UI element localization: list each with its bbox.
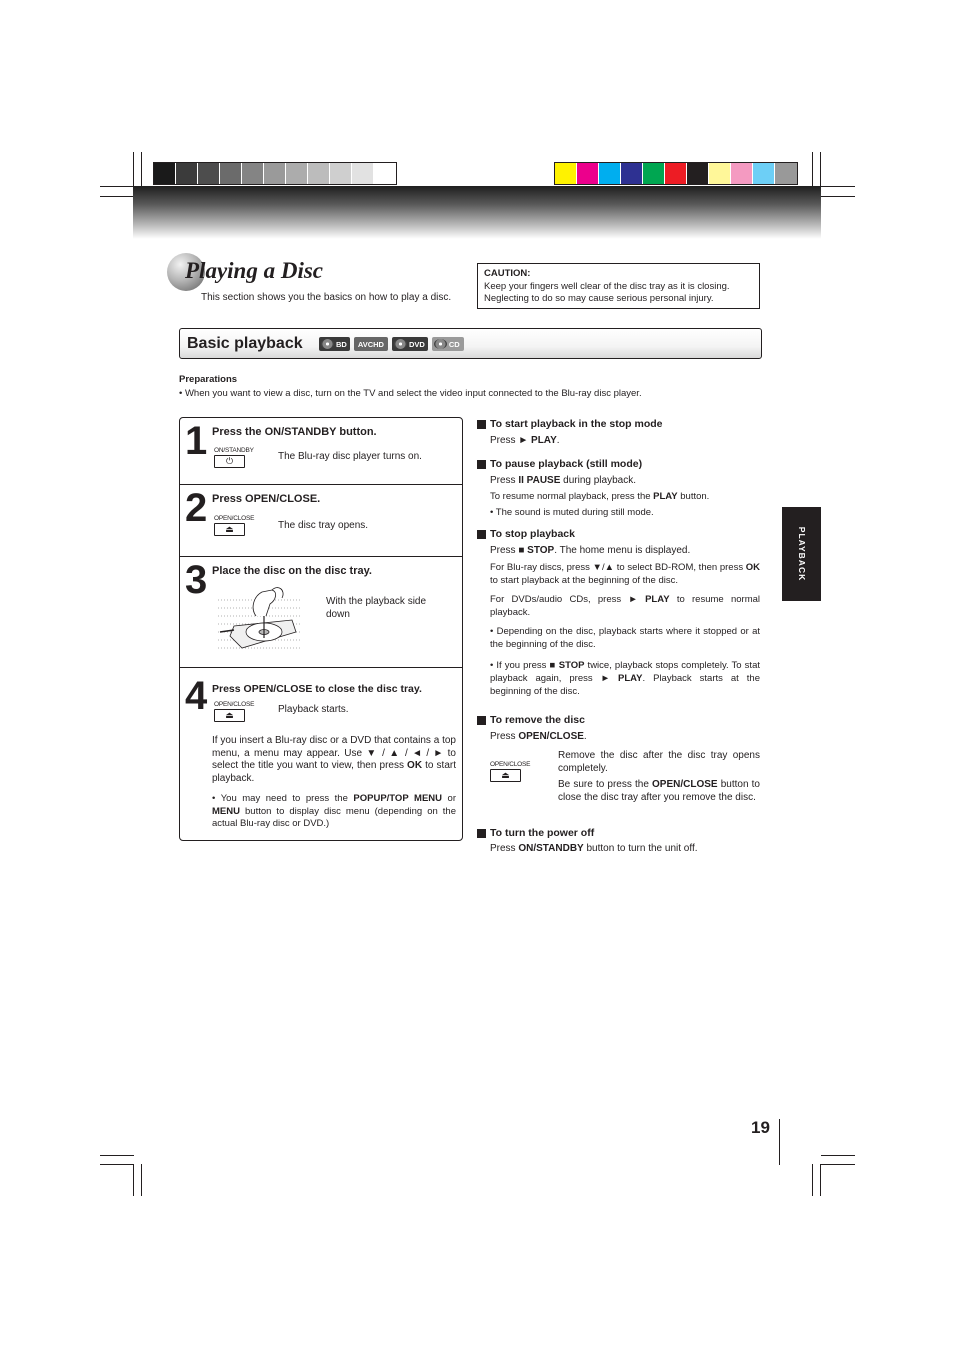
crop-mark	[820, 1164, 821, 1196]
stop-bullet: • Depending on the disc, playback starts where it stopped or at the beginning of the disc.	[490, 626, 760, 650]
bd-video-logo	[319, 337, 350, 351]
step-number: 4	[185, 674, 208, 718]
page-number-rule	[779, 1119, 780, 1165]
play-ref: ► PLAY	[518, 435, 557, 446]
bullet-text: button to display disc menu (depending on the actual Blu-ray disc or DVD.)	[212, 805, 456, 829]
step-number: 1	[185, 419, 208, 463]
crop-mark	[812, 1164, 813, 1196]
crop-mark	[100, 196, 134, 197]
text: For Blu-ray discs, press ▼/▲ to select BD-ROM, then press	[490, 562, 746, 573]
color-swatch	[286, 163, 308, 184]
crop-mark	[141, 152, 142, 189]
text: Be sure to press the	[558, 779, 653, 790]
crop-mark	[100, 186, 134, 187]
crop-mark	[821, 1164, 855, 1165]
step-result: Playback starts.	[278, 704, 349, 715]
eject-icon: ⏏	[490, 769, 521, 782]
color-swatch	[665, 163, 687, 184]
ok-ref: OK	[745, 562, 760, 573]
section-header	[179, 328, 762, 359]
color-swatch	[264, 163, 286, 184]
remove-note: Remove the disc after the disc tray opens completely.	[558, 750, 760, 774]
step-divider	[180, 556, 462, 557]
color-swatch	[775, 163, 797, 184]
side-tab	[782, 507, 821, 601]
crop-mark	[100, 1164, 134, 1165]
note-text: If you insert a Blu-ray disc or a DVD that contains a top menu, a menu may appear. Use ▼ / ▲ / ◄ / ► to select the title you want to view, then press	[212, 735, 456, 771]
text: To resume normal playback, press the	[490, 491, 654, 502]
bullet-square-icon	[477, 530, 486, 539]
caution-line: Keep your fingers well clear of the disc tray as it is closing.	[484, 280, 730, 292]
text: to resume normal playback.	[490, 594, 761, 618]
crop-mark	[821, 1155, 855, 1156]
pause-resume	[490, 491, 709, 504]
text: • If you press	[490, 660, 550, 671]
caution-line: Neglecting to do so may cause serious personal injury.	[484, 293, 714, 304]
steps-box	[179, 417, 463, 841]
eject-icon: ⏏	[214, 709, 245, 722]
text: Press	[490, 435, 519, 446]
heading-remove-disc	[477, 714, 585, 726]
text: For DVDs/audio CDs, press	[490, 594, 629, 605]
heading-power-off	[477, 827, 594, 839]
text: . Playback starts at the beginning of the disc.	[490, 673, 760, 697]
color-swatch	[154, 163, 176, 184]
text: .	[583, 731, 587, 742]
crop-mark	[812, 152, 813, 189]
on-standby-ref: ON/STANDBY	[518, 843, 584, 854]
color-swatch	[352, 163, 374, 184]
popup-menu-ref: POPUP/TOP MENU	[353, 793, 443, 804]
crop-mark	[141, 1164, 142, 1196]
pause-ref: II PAUSE	[518, 475, 561, 486]
header-band	[133, 186, 821, 239]
power-instruction	[490, 843, 698, 856]
button-label: ON/STANDBY	[214, 447, 254, 454]
step-heading: Press OPEN/CLOSE to close the disc tray.	[212, 683, 422, 695]
remove-instruction	[490, 731, 587, 744]
text: . The home menu is displayed.	[554, 545, 691, 556]
text: button.	[677, 491, 710, 502]
color-swatch	[621, 163, 643, 184]
cd-logo-text: CD	[448, 339, 460, 349]
color-swatch	[599, 163, 621, 184]
text: button to turn the unit off.	[583, 843, 698, 854]
text: Press	[490, 843, 519, 854]
color-swatch	[220, 163, 242, 184]
open-close-button-icon	[214, 515, 254, 536]
step-result: With the playback side	[326, 596, 427, 607]
open-close-button-icon	[490, 761, 530, 782]
bullet-square-icon	[477, 460, 486, 469]
color-swatch	[643, 163, 665, 184]
page-number: 19	[751, 1118, 770, 1137]
step-number: 2	[185, 486, 208, 530]
color-swatch	[198, 163, 220, 184]
step-divider	[180, 484, 462, 485]
heading-pause	[477, 458, 642, 470]
crop-mark	[133, 152, 134, 189]
stop-ref: ■ STOP	[518, 545, 555, 556]
text: during playback.	[560, 475, 636, 486]
stop-dvd-note	[490, 593, 760, 619]
play-ref: ► PLAY	[628, 594, 670, 605]
power-icon: ⏻	[214, 455, 245, 468]
step-heading: Place the disc on the disc tray.	[212, 565, 372, 577]
avchd-logo	[354, 337, 388, 351]
color-swatch	[176, 163, 198, 184]
bullet-square-icon	[477, 829, 486, 838]
button-label: OPEN/CLOSE	[214, 515, 255, 522]
heading-start-playback	[477, 418, 663, 430]
disc-logos	[319, 337, 464, 351]
crop-mark	[133, 1164, 134, 1196]
heading-stop	[477, 528, 575, 540]
color-swatch	[709, 163, 731, 184]
play-ref: PLAY	[653, 491, 678, 502]
step-bullet	[212, 793, 456, 831]
page-title: Playing a Disc	[185, 258, 323, 283]
step-result: The disc tray opens.	[278, 520, 369, 531]
color-swatch	[731, 163, 753, 184]
color-swatch	[242, 163, 264, 184]
heading-text: To pause playback (still mode)	[490, 458, 643, 470]
crop-mark	[100, 1155, 134, 1156]
step-number: 3	[185, 558, 208, 602]
play-ref: ► PLAY	[600, 673, 643, 684]
caution-label: CAUTION:	[484, 268, 531, 279]
text: to start playback at the beginning of the disc.	[490, 575, 679, 586]
menu-ref: MENU	[212, 805, 240, 817]
text: .	[556, 435, 560, 446]
pause-mute-note: • The sound is muted during still mode.	[490, 507, 654, 518]
bullet-text: or	[442, 793, 457, 804]
preparations-title: Preparations	[179, 374, 238, 385]
cd-logo	[432, 337, 464, 351]
heading-text: To turn the power off	[490, 827, 595, 839]
section-title: Basic playback	[187, 335, 303, 352]
heading-text: To start playback in the stop mode	[490, 418, 663, 430]
gray-color-bar	[153, 162, 397, 185]
text: Press	[490, 475, 519, 486]
color-swatch	[330, 163, 352, 184]
avchd-logo-text: AVCHD	[357, 339, 384, 349]
step-divider	[180, 667, 462, 668]
bullet-square-icon	[477, 420, 486, 429]
color-swatch	[687, 163, 709, 184]
color-swatch	[577, 163, 599, 184]
step-result: down	[326, 609, 350, 620]
crop-mark	[821, 196, 855, 197]
open-close-ref: OPEN/CLOSE	[652, 779, 718, 790]
text: Press	[490, 545, 519, 556]
preparations-text: • When you want to view a disc, turn on the TV and select the video input connected to the Blu-ray disc player.	[179, 388, 642, 399]
step-note	[212, 735, 456, 785]
color-swatch	[374, 163, 396, 184]
pause-instruction	[490, 475, 636, 488]
button-label: OPEN/CLOSE	[214, 701, 255, 708]
heading-text: To stop playback	[490, 528, 575, 540]
step-heading: Press the ON/STANDBY button.	[212, 426, 377, 438]
heading-text: To remove the disc	[490, 714, 585, 726]
open-close-ref: OPEN/CLOSE	[518, 731, 584, 742]
stop-bullet	[490, 659, 760, 698]
text: twice, playback stops completely. To stat playback again, press	[490, 660, 760, 684]
dvd-logo-text: DVD	[408, 339, 425, 349]
page-intro: This section shows you the basics on how to play a disc.	[201, 292, 452, 303]
color-swatch	[753, 163, 775, 184]
color-bar	[554, 162, 798, 185]
stop-ref: ■ STOP	[549, 660, 585, 671]
text: Press	[490, 731, 519, 742]
caution-box	[477, 263, 760, 309]
bd-logo-text: BD	[336, 339, 347, 349]
bullet-square-icon	[477, 716, 486, 725]
crop-mark	[820, 152, 821, 189]
side-tab-label: PLAYBACK	[797, 526, 807, 582]
on-standby-button-icon	[214, 447, 254, 468]
step-result: The Blu-ray disc player turns on.	[278, 451, 422, 462]
remove-note	[558, 778, 760, 804]
open-close-button-icon	[214, 701, 254, 722]
stop-instruction	[490, 545, 690, 558]
color-swatch	[308, 163, 330, 184]
dvd-video-logo	[392, 337, 428, 351]
bullet-text: • You may need to press the	[212, 793, 354, 804]
disc-tray-illustration	[216, 586, 302, 654]
start-instruction	[490, 435, 560, 448]
stop-bd-note	[490, 561, 760, 587]
note-text: to start playback.	[212, 760, 456, 784]
crop-mark	[821, 186, 855, 187]
ok-button-ref: OK	[407, 760, 423, 771]
color-swatch	[555, 163, 577, 184]
eject-icon: ⏏	[214, 523, 245, 536]
step-heading: Press OPEN/CLOSE.	[212, 493, 321, 505]
button-label: OPEN/CLOSE	[490, 761, 531, 768]
text: button to close the disc tray after you remove the disc.	[558, 779, 760, 803]
